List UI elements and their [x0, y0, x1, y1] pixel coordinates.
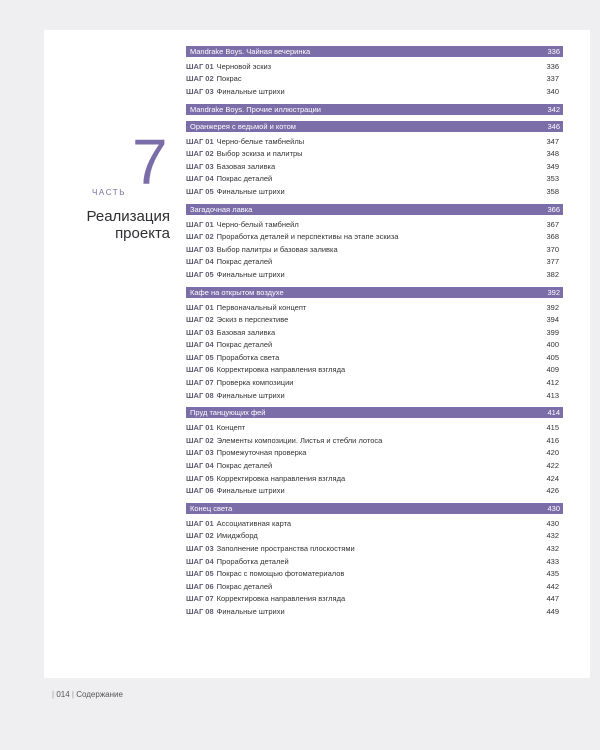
step-title: Промежуточная проверка — [216, 448, 307, 458]
toc-entry-left — [186, 87, 285, 96]
section-page-number: 414 — [547, 408, 560, 418]
step-page-number: 424 — [546, 473, 559, 483]
toc-entry[interactable] — [186, 364, 563, 377]
step-title: Покрас деталей — [216, 461, 273, 471]
step-title: Черно-белые тамбнейлы — [216, 136, 305, 146]
section-header[interactable] — [186, 104, 563, 115]
toc-entry[interactable] — [186, 218, 563, 231]
step-label: ШАГ 02 — [186, 232, 214, 242]
toc-entry-left — [186, 519, 291, 528]
part-title-line-2: проекта — [115, 225, 170, 242]
step-label: ШАГ 02 — [186, 315, 214, 325]
toc-entry-left — [186, 461, 272, 470]
step-label: ШАГ 01 — [186, 518, 214, 528]
toc-entry[interactable] — [186, 160, 563, 173]
toc-entry[interactable] — [186, 542, 563, 555]
toc-entry[interactable] — [186, 484, 563, 497]
toc-section — [186, 46, 563, 98]
step-title: Концепт — [216, 423, 246, 433]
toc-entry-left — [186, 303, 306, 312]
step-list — [186, 514, 563, 618]
section-page-number: 392 — [547, 287, 560, 297]
footer-label: Содержание — [76, 690, 123, 699]
step-title: Выбор эскиза и палитры — [216, 149, 303, 159]
step-title: Финальные штрихи — [216, 486, 285, 496]
section-header[interactable] — [186, 407, 563, 418]
step-label: ШАГ 02 — [186, 531, 214, 541]
step-page-number: 447 — [546, 594, 559, 604]
step-page-number: 353 — [546, 174, 559, 184]
step-title: Проработка света — [216, 352, 280, 362]
step-title: Выбор палитры и базовая заливка — [216, 244, 338, 254]
step-title: Черно-белый тамбнейл — [216, 219, 299, 229]
part-title-line-1: Реализация — [86, 208, 170, 225]
step-label: ШАГ 04 — [186, 556, 214, 566]
step-title: Имиджборд — [216, 531, 258, 541]
step-list — [186, 298, 563, 402]
step-page-number: 405 — [546, 352, 559, 362]
toc-entry-left — [186, 582, 272, 591]
step-label: ШАГ 02 — [186, 149, 214, 159]
step-page-number: 358 — [546, 186, 559, 196]
step-title: Покрас деталей — [216, 340, 273, 350]
toc-entry-left — [186, 531, 258, 540]
step-label: ШАГ 02 — [186, 435, 214, 445]
step-page-number: 347 — [546, 136, 559, 146]
toc-entry[interactable] — [186, 567, 563, 580]
toc-entry-left — [186, 594, 345, 603]
step-title: Финальные штрихи — [216, 86, 285, 96]
step-page-number: 415 — [546, 423, 559, 433]
section-title: Mandrake Boys. Чайная вечеринка — [190, 47, 311, 56]
step-page-number: 413 — [546, 390, 559, 400]
toc-entry-left — [186, 486, 285, 495]
step-label: ШАГ 06 — [186, 486, 214, 496]
toc-entry[interactable] — [186, 517, 563, 530]
toc-entry-left — [186, 448, 306, 457]
toc-entry-left — [186, 257, 272, 266]
toc-entry[interactable] — [186, 60, 563, 73]
step-label: ШАГ 05 — [186, 473, 214, 483]
section-page-number: 366 — [547, 204, 560, 214]
step-label: ШАГ 04 — [186, 257, 214, 267]
toc-entry[interactable] — [186, 593, 563, 606]
part-word: ЧАСТЬ — [92, 188, 127, 197]
section-title: Пруд танцующих фей — [190, 408, 266, 418]
step-label: ШАГ 03 — [186, 327, 214, 337]
toc-entry[interactable] — [186, 313, 563, 326]
step-title: Корректировка направления взгляда — [216, 473, 346, 483]
step-page-number: 426 — [546, 486, 559, 496]
step-list — [186, 132, 563, 198]
toc-entry-left — [186, 220, 299, 229]
step-page-number: 430 — [546, 518, 559, 528]
step-label: ШАГ 06 — [186, 365, 214, 375]
step-label: ШАГ 01 — [186, 302, 214, 312]
step-page-number: 367 — [546, 219, 559, 229]
section-header[interactable] — [186, 46, 563, 57]
section-page-number: 342 — [547, 104, 560, 114]
step-label: ШАГ 08 — [186, 390, 214, 400]
toc-section — [186, 204, 563, 281]
step-list — [186, 418, 563, 497]
step-label: ШАГ 03 — [186, 448, 214, 458]
step-title: Ассоциативная карта — [216, 518, 292, 528]
toc-entry-left — [186, 149, 303, 158]
toc-entry[interactable] — [186, 147, 563, 160]
step-title: Первоначальный концепт — [216, 302, 307, 312]
toc-entry-left — [186, 353, 279, 362]
step-page-number: 416 — [546, 435, 559, 445]
toc-entry-left — [186, 436, 382, 445]
step-title: Финальные штрихи — [216, 269, 285, 279]
step-page-number: 435 — [546, 569, 559, 579]
step-title: Элементы композиции. Листья и стебли лотоса — [216, 435, 383, 445]
toc-entry[interactable] — [186, 447, 563, 460]
step-label: ШАГ 07 — [186, 378, 214, 388]
step-title: Проработка деталей — [216, 556, 289, 566]
toc-entry[interactable] — [186, 135, 563, 148]
step-page-number: 337 — [546, 74, 559, 84]
toc-entry[interactable] — [186, 580, 563, 593]
step-page-number: 420 — [546, 448, 559, 458]
step-title: Базовая заливка — [216, 327, 276, 337]
step-page-number: 349 — [546, 161, 559, 171]
toc-entry[interactable] — [186, 434, 563, 447]
toc-entry[interactable] — [186, 530, 563, 543]
toc-entry-left — [186, 232, 398, 241]
step-label: ШАГ 03 — [186, 161, 214, 171]
step-label: ШАГ 08 — [186, 606, 214, 616]
step-title: Корректировка направления взгляда — [216, 594, 346, 604]
step-page-number: 433 — [546, 556, 559, 566]
toc-entry[interactable] — [186, 85, 563, 98]
section-header[interactable] — [186, 287, 563, 298]
toc-entry[interactable] — [186, 185, 563, 198]
step-page-number: 400 — [546, 340, 559, 350]
section-header[interactable] — [186, 121, 563, 132]
step-page-number: 370 — [546, 244, 559, 254]
toc-entry-left — [186, 557, 289, 566]
toc-section — [186, 407, 563, 497]
step-page-number: 412 — [546, 378, 559, 388]
part-number: 7 — [132, 126, 168, 198]
toc-entry-left — [186, 328, 275, 337]
toc-entry[interactable] — [186, 459, 563, 472]
toc-entry[interactable] — [186, 376, 563, 389]
part-title — [70, 208, 170, 242]
toc-entry-left — [186, 378, 293, 387]
step-page-number: 449 — [546, 606, 559, 616]
section-page-number: 430 — [547, 504, 560, 514]
step-label: ШАГ 01 — [186, 219, 214, 229]
step-page-number: 392 — [546, 302, 559, 312]
step-page-number: 348 — [546, 149, 559, 159]
step-label: ШАГ 01 — [186, 61, 214, 71]
table-of-contents — [186, 46, 563, 624]
toc-entry[interactable] — [186, 326, 563, 339]
step-label: ШАГ 04 — [186, 461, 214, 471]
toc-entry-left — [186, 62, 271, 71]
step-title: Заполнение пространства плоскостями — [216, 544, 355, 554]
toc-entry[interactable] — [186, 301, 563, 314]
step-list — [186, 215, 563, 281]
section-page-number: 336 — [547, 47, 560, 56]
step-label: ШАГ 03 — [186, 544, 214, 554]
toc-entry[interactable] — [186, 173, 563, 186]
step-title: Покрас с помощью фотоматериалов — [216, 569, 345, 579]
step-label: ШАГ 04 — [186, 174, 214, 184]
toc-section — [186, 503, 563, 618]
toc-entry[interactable] — [186, 472, 563, 485]
toc-entry[interactable] — [186, 268, 563, 281]
toc-entry[interactable] — [186, 73, 563, 86]
step-label: ШАГ 04 — [186, 340, 214, 350]
toc-entry-left — [186, 423, 245, 432]
step-title: Корректировка направления взгляда — [216, 365, 346, 375]
step-page-number: 336 — [546, 61, 559, 71]
section-title: Загадочная лавка — [190, 204, 253, 214]
step-page-number: 432 — [546, 544, 559, 554]
step-title: Черновой эскиз — [216, 61, 272, 71]
step-title: Финальные штрихи — [216, 390, 285, 400]
toc-entry[interactable] — [186, 555, 563, 568]
toc-entry-left — [186, 245, 338, 254]
step-page-number: 382 — [546, 269, 559, 279]
toc-entry-left — [186, 137, 304, 146]
section-title: Оранжерея с ведьмой и котом — [190, 121, 296, 131]
step-title: Покрас — [216, 74, 242, 84]
step-title: Покрас деталей — [216, 257, 273, 267]
step-label: ШАГ 01 — [186, 423, 214, 433]
step-label: ШАГ 06 — [186, 581, 214, 591]
step-label: ШАГ 07 — [186, 594, 214, 604]
step-label: ШАГ 05 — [186, 352, 214, 362]
step-title: Финальные штрихи — [216, 186, 285, 196]
step-label: ШАГ 02 — [186, 74, 214, 84]
step-label: ШАГ 03 — [186, 244, 214, 254]
section-header[interactable] — [186, 503, 563, 514]
step-page-number: 409 — [546, 365, 559, 375]
step-page-number: 394 — [546, 315, 559, 325]
step-title: Покрас деталей — [216, 581, 273, 591]
step-title: Проработка деталей и перспективы на этапе эскиза — [216, 232, 399, 242]
step-title: Покрас деталей — [216, 174, 273, 184]
toc-entry-left — [186, 270, 285, 279]
page-footer: | 014 | Содержание — [52, 690, 123, 699]
toc-entry-left — [186, 162, 275, 171]
step-page-number: 442 — [546, 581, 559, 591]
section-title: Кафе на открытом воздухе — [190, 287, 284, 297]
toc-section — [186, 104, 563, 115]
toc-entry[interactable] — [186, 421, 563, 434]
toc-entry-left — [186, 365, 345, 374]
toc-entry[interactable] — [186, 351, 563, 364]
toc-section — [186, 287, 563, 402]
step-title: Базовая заливка — [216, 161, 276, 171]
step-page-number: 368 — [546, 232, 559, 242]
step-title: Финальные штрихи — [216, 606, 285, 616]
toc-entry[interactable] — [186, 230, 563, 243]
toc-entry-left — [186, 391, 285, 400]
document-page — [44, 30, 590, 678]
toc-entry-left — [186, 187, 285, 196]
step-page-number: 399 — [546, 327, 559, 337]
toc-entry-left — [186, 74, 242, 83]
toc-entry-left — [186, 474, 345, 483]
step-label: ШАГ 03 — [186, 86, 214, 96]
toc-entry-left — [186, 569, 344, 578]
toc-section — [186, 121, 563, 198]
section-title: Mandrake Boys. Прочие иллюстрации — [190, 104, 321, 114]
step-page-number: 432 — [546, 531, 559, 541]
toc-entry[interactable] — [186, 339, 563, 352]
section-header[interactable] — [186, 204, 563, 215]
step-list — [186, 57, 563, 98]
step-label: ШАГ 01 — [186, 136, 214, 146]
section-title: Конец света — [190, 504, 233, 514]
step-label: ШАГ 05 — [186, 186, 214, 196]
toc-entry-left — [186, 607, 285, 616]
step-page-number: 422 — [546, 461, 559, 471]
toc-entry[interactable] — [186, 389, 563, 402]
toc-entry[interactable] — [186, 256, 563, 269]
section-page-number: 346 — [547, 121, 560, 131]
step-page-number: 340 — [546, 86, 559, 96]
step-title: Проверка композиции — [216, 378, 294, 388]
toc-entry-left — [186, 315, 288, 324]
toc-entry-left — [186, 340, 272, 349]
step-page-number: 377 — [546, 257, 559, 267]
step-label: ШАГ 05 — [186, 269, 214, 279]
toc-entry-left — [186, 544, 355, 553]
toc-entry-left — [186, 174, 272, 183]
toc-entry[interactable] — [186, 243, 563, 256]
footer-page-number: 014 — [56, 690, 70, 699]
step-label: ШАГ 05 — [186, 569, 214, 579]
toc-entry[interactable] — [186, 605, 563, 618]
step-title: Эскиз в перспективе — [216, 315, 289, 325]
